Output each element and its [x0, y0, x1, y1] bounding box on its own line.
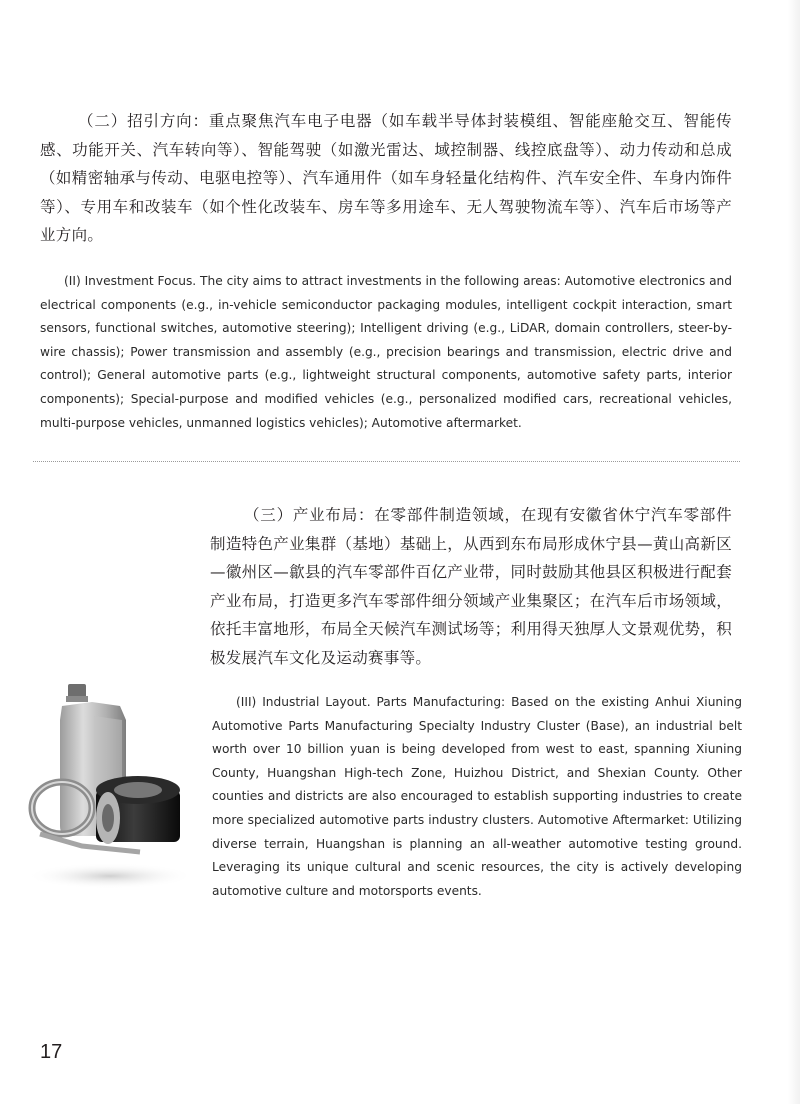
section-3-chinese-text: （三）产业布局：在零部件制造领域，在现有安徽省休宁汽车零部件制造特色产业集群（基地）基础上，从西到东布局形成休宁县—黄山高新区—徽州区—歙县的汽车零部件百亿产业带，同时鼓励其他县区积极进行配套产业布局，打造更多汽车零部件细分领域产业集聚区；在汽车后市场领域，依托丰富地形，布局全天候汽车测试场等；利用得天独厚人文景观优势，积极发展汽车文化及运动赛事等。: [210, 506, 732, 667]
section-2-chinese-text: （二）招引方向：重点聚焦汽车电子电器（如车载半导体封装模组、智能座舱交互、智能传感、功能开关、汽车转向等）、智能驾驶（如激光雷达、域控制器、线控底盘等）、动力传动和总成（如精密轴承与传动、电驱电控等）、汽车通用件（如车身轻量化结构件、汽车安全件、车身内饰件等）、专用车和改装车（如个性化改装车、房车等多用途车、无人驾驶物流车等）、汽车后市场等产业方向。: [40, 112, 732, 244]
page-number: 17: [40, 1041, 63, 1063]
section-3-english-text: (III) Industrial Layout. Parts Manufacturing: Based on the existing Anhui Xiuning Automotive Parts Manufacturing Specialty Industry Cluster (Base), an industrial belt worth over 10 billion yuan is being developed from west to east, spanning Xiuning County, Huangshan High-tech Zone, Huizhou District, and Shexian County. Other counties and districts are also encouraged to establish supporting industries to create more specialized automotive parts industry clusters. Automotive Aftermarket: Utilizing diverse terrain, Huangshan is planning an all-weather automotive testing ground. Leveraging its unique cultural and scenic resources, the city is actively developing automotive culture and motorsports events.: [212, 695, 742, 898]
page-edge-shadow: [788, 0, 800, 1104]
auto-parts-photo: [22, 676, 194, 890]
dotted-divider: [33, 461, 740, 462]
oil-filter-icon: [96, 776, 180, 844]
section-2-english-text: (II) Investment Focus. The city aims to attract investments in the following areas: Automotive electronics and electrical components (e.g., in-vehicle semiconductor packaging modules, intelligent cockpit interaction, smart sensors, functional switches, automotive steering); Intelligent driving (e.g., LiDAR, domain controllers, steer-by-wire chassis); Power transmission and assembly (e.g., precision bearings and transmission, electric drive and control); General automotive parts (e.g., lightweight structural components, automotive safety parts, interior components); Special-purpose and modified vehicles (e.g., personalized modified cars, recreational vehicles, multi-purpose vehicles, unmanned logistics vehicles); Automotive aftermarket.: [40, 274, 732, 430]
